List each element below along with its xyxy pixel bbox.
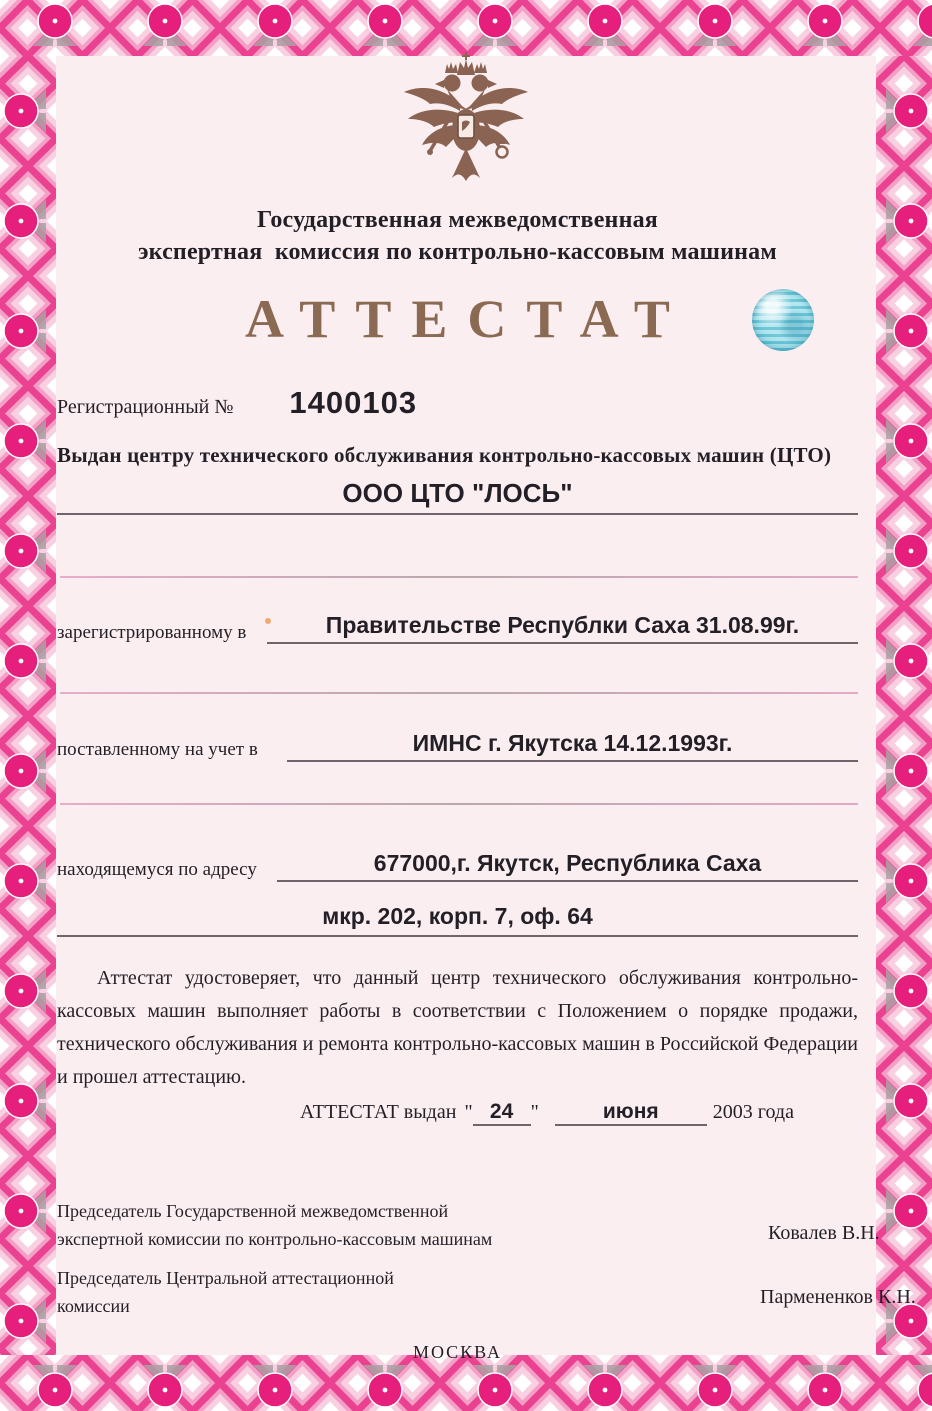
blank-line-3 (60, 803, 858, 805)
issue-date-row (300, 1100, 858, 1126)
city-label: МОСКВА (412, 1342, 503, 1362)
address-field-line2 (57, 903, 858, 937)
org-name-line2: экспертная комиссия по контрольно-кассовым машинам (138, 239, 777, 265)
registered-in-value: Правительстве Республки Саха 31.08.99г. (325, 612, 800, 638)
blank-line-1 (60, 576, 858, 578)
signature-block-2 (57, 1264, 858, 1320)
signature-block-1 (57, 1197, 858, 1253)
holographic-seal-icon (752, 289, 814, 351)
tax-registered-value: ИМНС г. Якутска 14.12.1993г. (412, 730, 733, 756)
border-bottom (0, 1355, 932, 1411)
tax-registered-label: поставленному на учет в (57, 739, 258, 760)
registration-row (57, 385, 858, 421)
address-label: находящемуся по адресу (57, 859, 257, 880)
address-value-line1: 677000,г. Якутск, Республика Саха (373, 850, 762, 876)
blank-line-2 (60, 692, 858, 694)
signature-1-title-line1: Председатель Государственной межведомственной (57, 1201, 449, 1221)
address-field-line1 (277, 850, 858, 882)
signature-2-name: Пармененков К.Н. (760, 1286, 916, 1308)
double-headed-eagle-icon (396, 52, 536, 202)
organization-name: ООО ЦТО "ЛОСЬ" (342, 478, 573, 508)
quote-close: " (530, 1101, 539, 1123)
title-row (57, 288, 858, 350)
signature-2-title-line1: Председатель Центральной аттестационной (57, 1268, 394, 1288)
organization-field (57, 478, 858, 515)
border-top (0, 0, 932, 56)
quote-open: " (464, 1101, 473, 1123)
signature-1-title-line2: экспертной комиссии по контрольно-кассовым машинам (57, 1229, 493, 1249)
certificate-title: АТТЕСТАТ (245, 289, 690, 349)
issuing-org-header (57, 204, 858, 268)
registered-in-field (267, 612, 858, 644)
registered-in-label: зарегистрированному в (57, 622, 247, 643)
registration-label: Регистрационный № (57, 396, 234, 418)
issue-month: июня (555, 1100, 707, 1126)
issue-year: 2003 года (712, 1101, 794, 1123)
org-name-line1: Государственная межведомственная (257, 207, 658, 233)
certifying-paragraph: Аттестат удостоверяет, что данный центр технического обслуживания контрольно-кассовых машин выполняет работы в соответствии с Положением о порядке продажи, технического обслуживания и ремонта контрольно-кассовых машин в Российской Федерации и прошел аттестацию. (57, 967, 858, 1088)
border-right (876, 56, 932, 1355)
address-value-line2: мкр. 202, корп. 7, оф. 64 (322, 903, 593, 929)
signature-1-name: Ковалев В.Н. (768, 1222, 880, 1244)
registration-number: 1400103 (289, 385, 418, 420)
issued-to-line: Выдан центру технического обслуживания контрольно-кассовых машин (ЦТО) (57, 443, 832, 467)
issue-date-prefix: АТТЕСТАТ выдан (300, 1101, 457, 1123)
issue-day: 24 (473, 1100, 531, 1126)
signature-2-title-line2: комиссии (57, 1296, 130, 1316)
tax-registered-field (287, 730, 858, 762)
border-left (0, 56, 56, 1355)
emblem-block (0, 52, 932, 207)
